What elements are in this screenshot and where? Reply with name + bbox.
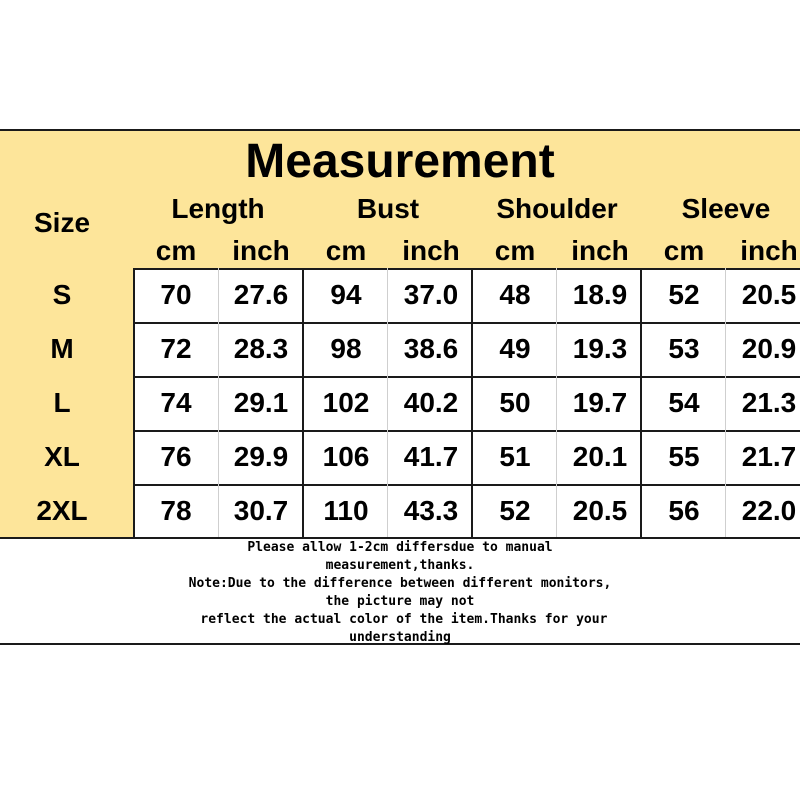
- table-cell: 20.5: [741, 279, 797, 310]
- table-cell: 20.1: [572, 441, 628, 472]
- table-cell: 37.0: [403, 279, 459, 310]
- table-cell: 19.3: [572, 333, 628, 364]
- table-cell: 48: [499, 279, 531, 310]
- table-cell: 55: [668, 441, 700, 472]
- table-cell: 21.7: [741, 441, 797, 472]
- unit-header: cm: [325, 235, 367, 266]
- group-header-length: Length: [171, 193, 265, 224]
- table-cell: 53: [668, 333, 700, 364]
- unit-header: cm: [494, 235, 536, 266]
- table-cell: 98: [330, 333, 362, 364]
- row-size-label: S: [52, 279, 72, 310]
- table-cell: 43.3: [403, 495, 459, 526]
- note-line: measurement,thanks.: [325, 558, 475, 573]
- table-cell: 54: [668, 387, 700, 418]
- table-cell: 20.9: [741, 333, 797, 364]
- table-cell: 18.9: [572, 279, 628, 310]
- row-size-label: XL: [44, 441, 80, 472]
- unit-header: inch: [402, 235, 460, 266]
- table-cell: 40.2: [403, 387, 459, 418]
- table-cell: 29.1: [233, 387, 289, 418]
- table-cell: 19.7: [572, 387, 628, 418]
- table-cell: 78: [160, 495, 192, 526]
- note-line: Please allow 1-2cm differsdue to manual: [247, 540, 553, 555]
- table-cell: 52: [499, 495, 531, 526]
- table-cell: 102: [322, 387, 370, 418]
- group-header-shoulder: Shoulder: [496, 193, 618, 224]
- table-cell: 38.6: [403, 333, 459, 364]
- table-cell: 76: [160, 441, 192, 472]
- table-cell: 21.3: [741, 387, 797, 418]
- note-line: understanding: [349, 630, 451, 645]
- table-cell: 74: [160, 387, 192, 418]
- measurement-note: [0, 539, 800, 647]
- table-cell: 49: [499, 333, 531, 364]
- unit-header: cm: [663, 235, 705, 266]
- note-line: Note:Due to the difference between different monitors,: [188, 576, 612, 591]
- group-header-sleeve: Sleeve: [681, 193, 771, 224]
- row-size-label: L: [53, 387, 71, 418]
- note-line: reflect the actual color of the item.Thanks for your: [192, 612, 608, 627]
- table-cell: 94: [330, 279, 362, 310]
- unit-header: inch: [232, 235, 290, 266]
- chart-title: Measurement: [245, 135, 555, 188]
- size-header: Size: [33, 207, 91, 238]
- unit-header: cm: [155, 235, 197, 266]
- table-cell: 50: [499, 387, 531, 418]
- group-header-bust: Bust: [356, 193, 420, 224]
- table-cell: 72: [160, 333, 192, 364]
- table-cell: 52: [668, 279, 700, 310]
- table-cell: 29.9: [233, 441, 289, 472]
- table-cell: 20.5: [572, 495, 628, 526]
- row-size-label: M: [50, 333, 74, 364]
- unit-header: inch: [571, 235, 629, 266]
- unit-header: inch: [740, 235, 798, 266]
- table-cell: 106: [322, 441, 370, 472]
- table-cell: 51: [499, 441, 531, 472]
- table-cell: 22.0: [741, 495, 797, 526]
- table-cell: 56: [668, 495, 700, 526]
- size-chart: [0, 129, 800, 645]
- note-line: the picture may not: [325, 594, 475, 609]
- table-cell: 30.7: [233, 495, 289, 526]
- table-cell: 70: [160, 279, 192, 310]
- table-cell: 41.7: [403, 441, 459, 472]
- table-cell: 27.6: [233, 279, 289, 310]
- table-cell: 28.3: [233, 333, 289, 364]
- row-size-label: 2XL: [36, 495, 88, 526]
- table-cell: 110: [323, 495, 369, 526]
